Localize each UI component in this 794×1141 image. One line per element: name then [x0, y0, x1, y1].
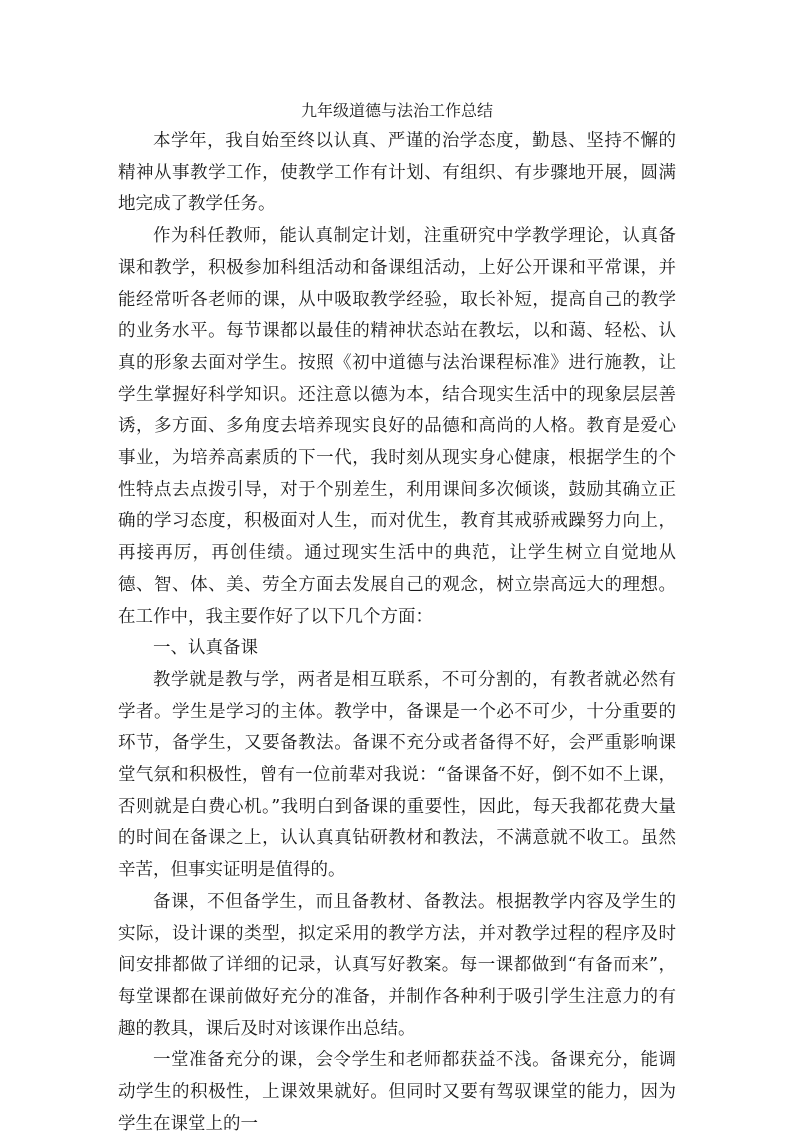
paragraph-teaching-and-learning: 教学就是教与学，两者是相互联系，不可分割的，有教者就必然有学者。学生是学习的主体。教学中，备课是一个必不可少，十分重要的环节，备学生，又要备教法。备课不充分或者备得不好，会严重影响课堂气氛和积极性，曾有一位前辈对我说：“备课备不好，倒不如不上课，否则就是白费心机。”我明白到备课的重要性，因此，每天我都花费大量的时间在备课之上，认认真真钻研教材和教法，不满意就不收工。虽然辛苦，但事实证明是值得的。 — [118, 669, 676, 881]
paragraph-well-prepared-class: 一堂准备充分的课，会令学生和老师都获益不浅。备课充分，能调动学生的积极性，上课效果就好。但同时又要有驾驭课堂的能力，因为学生在课堂上的一 — [118, 1050, 676, 1134]
document-title: 九年级道德与法治工作总结 — [300, 101, 493, 120]
paragraph-intro: 本学年，我自始至终以认真、严谨的治学态度，勤恳、坚持不懈的精神从事教学工作，使教学工作有计划、有组织、有步骤地开展，圆满地完成了教学任务。 — [118, 131, 676, 215]
paragraph-prepare-methods: 备课，不但备学生，而且备教材、备教法。根据教学内容及学生的实际，设计课的类型，拟定采用的教学方法，并对教学过程的程序及时间安排都做了详细的记录，认真写好教案。每一课都做到“有备而来”，每堂课都在课前做好充分的准备，并制作各种利于吸引学生注意力的有趣的教具，课后及时对该课作出总结。 — [118, 891, 676, 1039]
document-page — [118, 100, 676, 1141]
section-heading-prepare-lessons: 一、认真备课 — [153, 638, 258, 659]
paragraph-role: 作为科任教师，能认真制定计划，注重研究中学教学理论，认真备课和教学，积极参加科组活动和备课组活动，上好公开课和平常课，并能经常听各老师的课，从中吸取教学经验，取长补短，提高自己的教学的业务水平。每节课都以最佳的精神状态站在教坛，以和蔼、轻松、认真的形象去面对学生。按照《初中道德与法治课程标准》进行施教，让学生掌握好科学知识。还注意以德为本，结合现实生活中的现象层层善诱，多方面、多角度去培养现实良好的品德和高尚的人格。教育是爱心事业，为培养高素质的下一代，我时刻从现实身心健康，根据学生的个性特点去点拨引导，对于个别差生，利用课间多次倾谈，鼓励其确立正确的学习态度，积极面对人生，而对优生，教育其戒骄戒躁努力向上，再接再厉，再创佳绩。通过现实生活中的典范，让学生树立自觉地从德、智、体、美、劳全方面去发展自己的观念，树立崇高远大的理想。在工作中，我主要作好了以下几个方面： — [118, 226, 676, 627]
